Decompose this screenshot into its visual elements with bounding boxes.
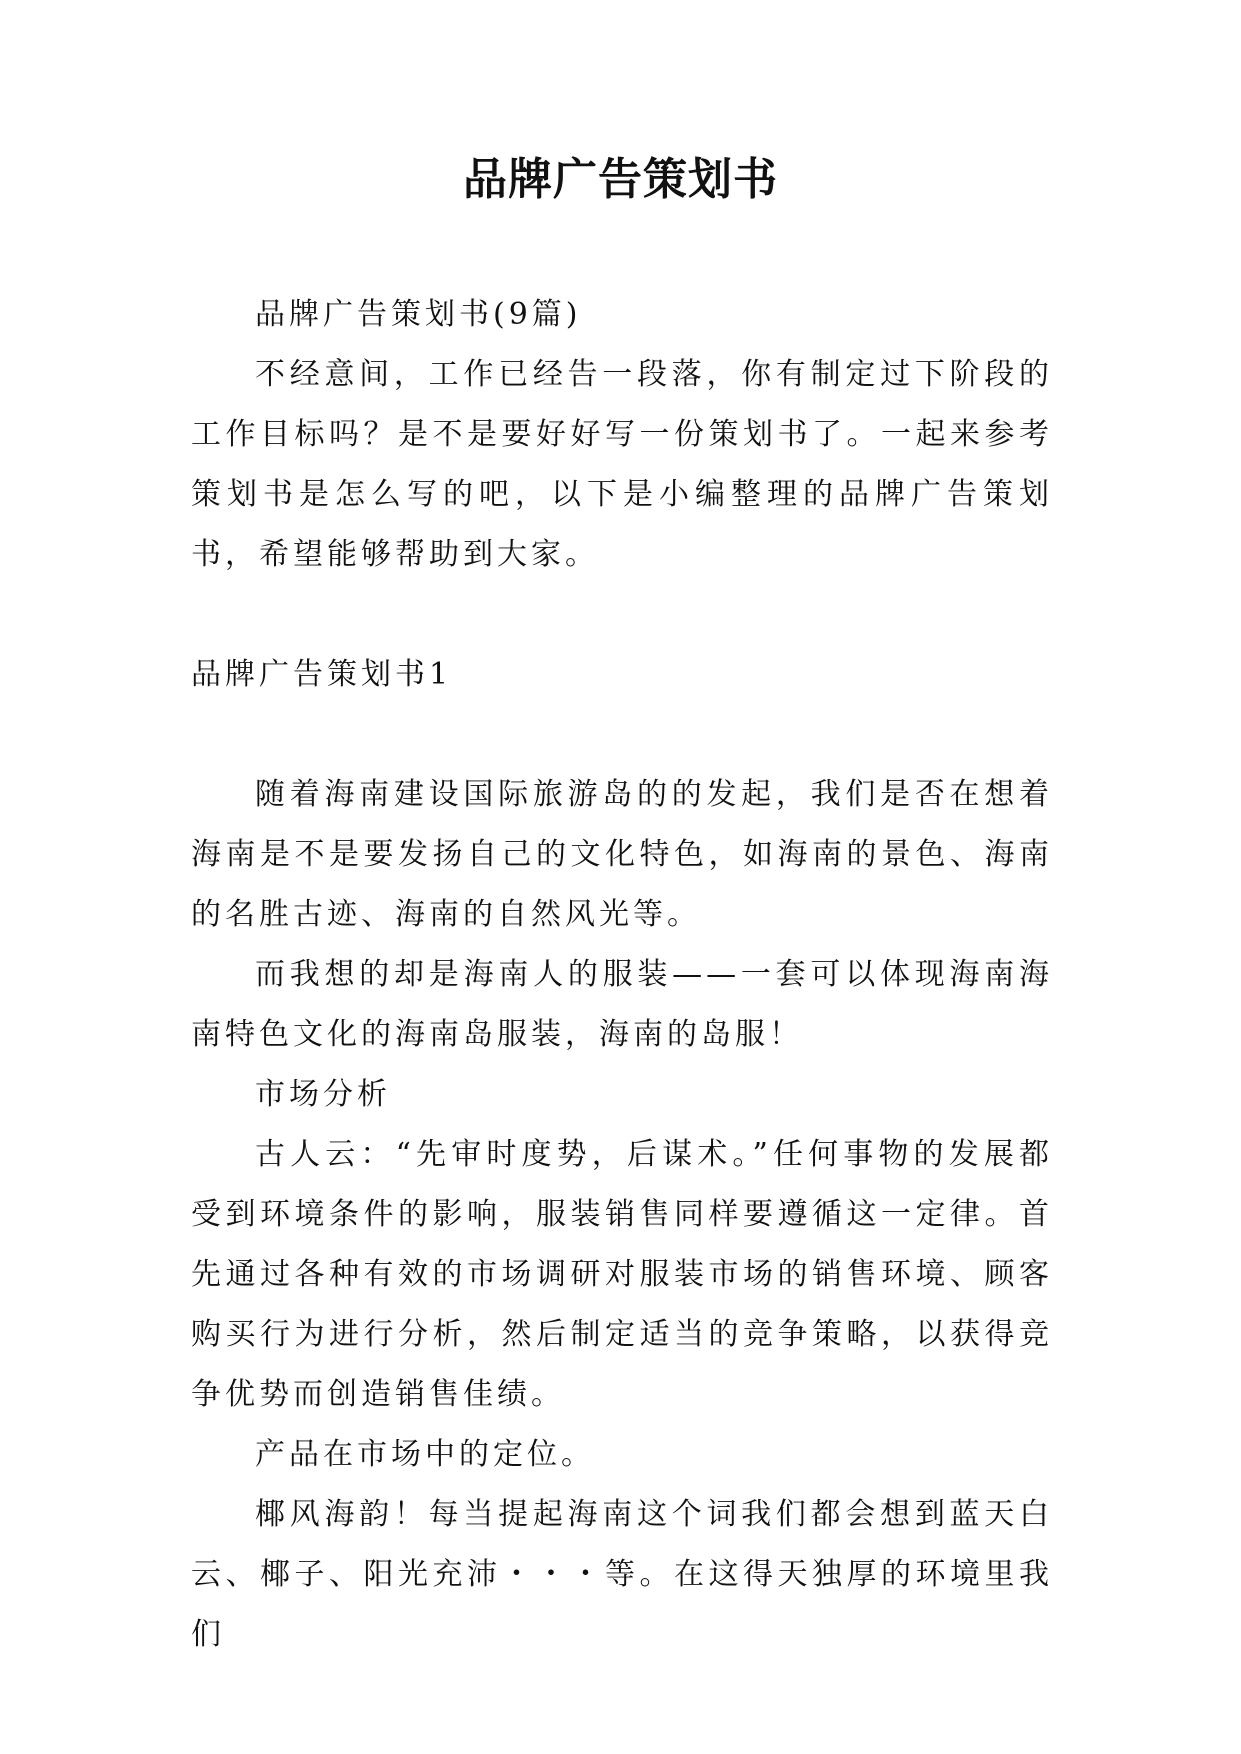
document-title: 品牌广告策划书 (463, 154, 778, 205)
body-paragraph: 椰风海韵！每当提起海南这个词我们都会想到蓝天白云、椰子、阳光充沛・・・等。在这得天独厚的环境里我们 (191, 1497, 1053, 1652)
body-paragraph: 而我想的却是海南人的服装——一套可以体现海南海南特色文化的海南岛服装，海南的岛服！ (191, 957, 1053, 1052)
subtitle-paragraph: 品牌广告策划书(9篇) (255, 297, 582, 332)
body-paragraph: 随着海南建设国际旅游岛的的发起，我们是否在想着海南是不是要发扬自己的文化特色，如海南的景色、海南的名胜古迹、海南的自然风光等。 (191, 777, 1053, 932)
section-heading: 品牌广告策划书1 (191, 657, 453, 692)
body-paragraph: 古人云：“先审时度势，后谋术。”任何事物的发展都受到环境条件的影响，服装销售同样要遵循这一定律。首先通过各种有效的市场调研对服装市场的销售环境、顾客购买行为进行分析，然后制定适当的竞争策略，以获得竞争优势而创造销售佳绩。 (191, 1137, 1053, 1412)
subheading-positioning: 产品在市场中的定位。 (255, 1437, 595, 1472)
subheading-market-analysis: 市场分析 (255, 1077, 391, 1112)
intro-paragraph: 不经意间，工作已经告一段落，你有制定过下阶段的工作目标吗？是不是要好好写一份策划书了。一起来参考策划书是怎么写的吧，以下是小编整理的品牌广告策划书，希望能够帮助到大家。 (191, 357, 1053, 572)
document-body (191, 285, 1053, 1665)
